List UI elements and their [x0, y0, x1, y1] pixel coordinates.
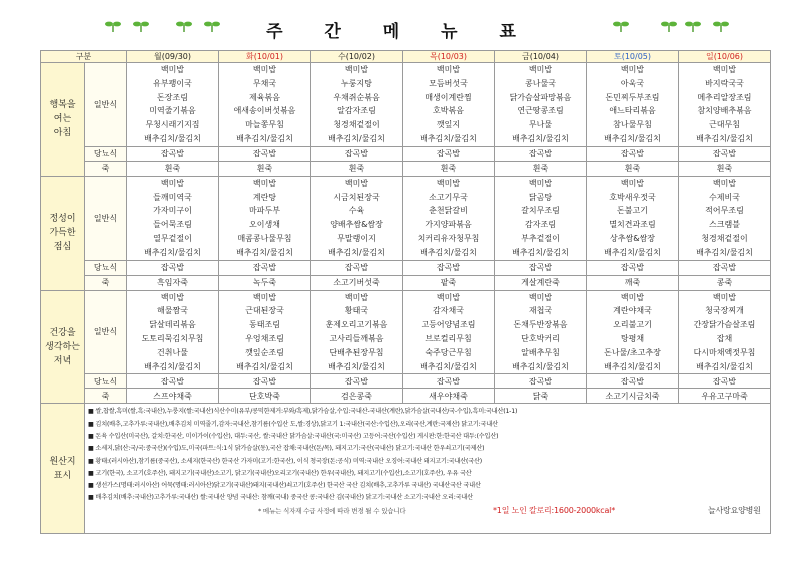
meal-general-row	[41, 63, 771, 147]
porridge-cell: 닭죽	[495, 389, 587, 404]
menu-item: 배추김치/물김치	[144, 361, 201, 371]
menu-item: 계란탕	[252, 192, 277, 202]
menu-item: 백미밥	[160, 292, 185, 302]
menu-item: 배추김치/물김치	[696, 133, 753, 143]
diabetic-cell: 잡곡밥	[495, 374, 587, 389]
porridge-cell: 흰죽	[679, 161, 771, 176]
meal-diabetic-row	[41, 146, 771, 161]
menu-cell	[403, 176, 495, 260]
diabetic-cell: 잡곡밥	[679, 146, 771, 161]
diabetic-cell: 잡곡밥	[495, 260, 587, 275]
menu-item: 들깨미역국	[153, 192, 192, 202]
menu-item: 백미밥	[344, 292, 369, 302]
diabetic-cell: 잡곡밥	[403, 374, 495, 389]
meal-diabetic-row	[41, 374, 771, 389]
diabetic-cell: 잡곡밥	[127, 374, 219, 389]
menu-item: 호박볶음	[433, 106, 464, 116]
diabetic-cell: 잡곡밥	[219, 260, 311, 275]
footer-row	[88, 505, 767, 517]
menu-item: 가지양파볶음	[425, 220, 472, 230]
menu-item: 우채쥐순볶음	[333, 92, 380, 102]
porridge-cell: 흰죽	[587, 161, 679, 176]
menu-item: 백미밥	[252, 65, 277, 74]
menu-item: 배추김치/물김치	[236, 361, 293, 371]
diabetic-cell: 잡곡밥	[219, 146, 311, 161]
sprout-icon	[712, 20, 730, 32]
menu-cell	[311, 176, 403, 260]
menu-item: 백미밥	[252, 292, 277, 302]
menu-item: 백미밥	[620, 292, 645, 302]
porridge-cell: 흰죽	[219, 161, 311, 176]
menu-item: 무채국	[252, 78, 277, 88]
menu-item: 시금치된장국	[333, 192, 380, 202]
menu-item: 양배추쌈&쌈장	[330, 220, 383, 230]
diabetic-diet-label: 당뇨식	[85, 374, 127, 389]
menu-item: 부추겉절이	[521, 233, 560, 243]
menu-item: 매콤콩나물무침	[237, 233, 292, 243]
porridge-cell: 검은콩죽	[311, 389, 403, 404]
weekly-menu-table	[40, 50, 771, 534]
menu-item: 황태국	[344, 306, 369, 316]
menu-cell	[587, 63, 679, 147]
menu-cell	[219, 63, 311, 147]
menu-item: 백미밥	[712, 178, 737, 188]
menu-item: 잡채	[716, 333, 733, 343]
menu-item: 알배추무침	[521, 347, 560, 357]
meal-section-label: 행복을 여는 아침	[41, 63, 85, 177]
origin-line: ■ 돈육 수입산(미국산), 갈치:한국산, 미이가이(수입산), 대두:국산, 쌀:국내산 닭가슴살:국내산(국:미국산) 고등어:국산(수입산) 게시판:한:한국산 대두:(수입산)	[88, 432, 499, 440]
menu-item: 단배추된장무침	[329, 347, 384, 357]
porridge-cell: 소고기시금치죽	[587, 389, 679, 404]
porridge-diet-label: 죽	[85, 161, 127, 176]
menu-item: 고사리들깨볶음	[329, 333, 384, 343]
menu-item: 고등어양념조림	[421, 320, 476, 330]
menu-item: 오이생채	[249, 220, 280, 230]
meal-porridge-row	[41, 161, 771, 176]
day-header: 목(10/03)	[403, 51, 495, 63]
title-bar	[0, 0, 800, 50]
diabetic-cell: 잡곡밥	[495, 146, 587, 161]
page-title: 주 간 메 뉴 표	[266, 22, 534, 42]
menu-item: 브로컬리무침	[425, 333, 472, 343]
menu-item: 동태조림	[249, 320, 280, 330]
menu-item: 감자채국	[433, 306, 464, 316]
day-header: 월(09/30)	[127, 51, 219, 63]
menu-item: 닭곰탕	[528, 192, 553, 202]
diabetic-cell: 잡곡밥	[311, 374, 403, 389]
day-header: 금(10/04)	[495, 51, 587, 63]
menu-item: 백미밥	[436, 65, 461, 74]
menu-item: 훈제오리고기볶음	[325, 320, 388, 330]
menu-item: 마파두부	[249, 206, 280, 216]
diabetic-cell: 잡곡밥	[587, 374, 679, 389]
menu-item: 근대무침	[709, 120, 740, 130]
general-diet-label: 일반식	[85, 290, 127, 374]
menu-item: 무말랭이지	[337, 233, 376, 243]
diabetic-diet-label: 당뇨식	[85, 260, 127, 275]
diabetic-diet-label: 당뇨식	[85, 146, 127, 161]
day-header: 일(10/06)	[679, 51, 771, 63]
menu-item: 돈나물/초고추장	[604, 347, 661, 357]
menu-item: 배추김치/물김치	[696, 361, 753, 371]
menu-item: 춘천닭갈비	[429, 206, 468, 216]
sprout-icon	[660, 20, 678, 32]
meal-porridge-row	[41, 275, 771, 290]
menu-item: 백미밥	[620, 178, 645, 188]
porridge-cell: 게살계란죽	[495, 275, 587, 290]
origin-row	[41, 404, 771, 534]
diabetic-cell: 잡곡밥	[219, 374, 311, 389]
menu-item: 오리불고기	[613, 320, 652, 330]
porridge-diet-label: 죽	[85, 275, 127, 290]
menu-item: 건취나물	[157, 347, 188, 357]
menu-item: 수육	[348, 206, 365, 216]
menu-item: 백미밥	[528, 65, 553, 74]
menu-item: 마늘쫑무침	[245, 120, 284, 130]
menu-item: 돈채두반장볶음	[513, 320, 568, 330]
menu-item: 배추김치/물김치	[420, 133, 477, 143]
porridge-cell: 깨죽	[587, 275, 679, 290]
menu-item: 재첩국	[528, 306, 553, 316]
menu-item: 백미밥	[252, 178, 277, 188]
menu-item: 백미밥	[436, 178, 461, 188]
origin-line: ■ 김치(배추,고추가루:국내산),배추김치 미역줄기,감자:국내산,참기름(수입산 도,쌀:경상),닭고기 1:국내산(국산:수입산),오리(국산,계란:국제산) 닭고기:국내산	[88, 420, 498, 428]
menu-item: 애느타리볶음	[609, 106, 656, 116]
menu-cell	[495, 176, 587, 260]
menu-item: 바지락국국	[705, 78, 744, 88]
menu-item: 스크램블	[709, 220, 740, 230]
menu-item: 백미밥	[528, 292, 553, 302]
menu-item: 치커리유자청무침	[417, 233, 480, 243]
menu-item: 무나물	[528, 120, 553, 130]
origin-line: ■ 배추김치(배추:국내산)고추가루:국내산) 쌀:국내산 양념 국내산: 참깨(국내) 중국산 콩:국내산 김(국내산) 닭고기:국내산 소고기:국내산 오리:국내산	[88, 494, 473, 502]
menu-item: 무청시래기지짐	[145, 120, 200, 130]
menu-item: 유부팽이국	[153, 78, 192, 88]
porridge-cell: 콩죽	[679, 275, 771, 290]
porridge-cell: 팥죽	[403, 275, 495, 290]
day-header: 화(10/01)	[219, 51, 311, 63]
menu-cell	[403, 63, 495, 147]
menu-item: 배추김치/물김치	[236, 247, 293, 257]
menu-item: 제육볶음	[249, 92, 280, 102]
porridge-cell: 새우야채죽	[403, 389, 495, 404]
diabetic-cell: 잡곡밥	[311, 146, 403, 161]
menu-item: 멸치견과조림	[609, 220, 656, 230]
porridge-cell: 소고기버섯죽	[311, 275, 403, 290]
day-header: 수(10/02)	[311, 51, 403, 63]
menu-item: 아욱국	[620, 78, 645, 88]
menu-item: 백미밥	[712, 65, 737, 74]
menu-item: 청국장찌개	[705, 306, 744, 316]
menu-item: 배추김치/물김치	[604, 133, 661, 143]
menu-cell	[679, 176, 771, 260]
porridge-cell: 흑임자죽	[127, 275, 219, 290]
menu-item: 간장닭가슴살조림	[693, 320, 756, 330]
menu-item: 백미밥	[620, 65, 645, 74]
menu-item: 근대된장국	[245, 306, 284, 316]
menu-cell	[219, 290, 311, 374]
menu-item: 상추쌈&쌈장	[610, 233, 655, 243]
porridge-cell: 흰죽	[495, 161, 587, 176]
menu-cell	[127, 63, 219, 147]
diabetic-cell: 잡곡밥	[587, 260, 679, 275]
diabetic-cell: 잡곡밥	[127, 146, 219, 161]
menu-cell	[495, 63, 587, 147]
menu-item: 감자조림	[525, 220, 556, 230]
menu-item: 적어무조림	[705, 206, 744, 216]
menu-item: 콩나물국	[525, 78, 556, 88]
menu-item: 깻잎순조림	[245, 347, 284, 357]
menu-item: 청경채겉절이	[333, 120, 380, 130]
menu-item: 도토리묵김치무침	[141, 333, 204, 343]
menu-change-notice: * 메뉴는 식자재 수급 사정에 따라 변경 될 수 있습니다	[258, 506, 406, 515]
menu-cell	[311, 290, 403, 374]
menu-item: 모듬버섯국	[429, 78, 468, 88]
menu-item: 배추김치/물김치	[604, 247, 661, 257]
day-header: 토(10/05)	[587, 51, 679, 63]
meal-section-label: 건강을 생각하는 저녁	[41, 290, 85, 404]
porridge-cell: 단호박죽	[219, 389, 311, 404]
menu-item: 다시마채액젓무침	[693, 347, 756, 357]
menu-item: 우엉채조림	[245, 333, 284, 343]
menu-item: 배추김치/물김치	[420, 361, 477, 371]
general-diet-label: 일반식	[85, 176, 127, 260]
menu-item: 돈불고기	[617, 206, 648, 216]
menu-item: 참나물무침	[613, 120, 652, 130]
meal-porridge-row	[41, 389, 771, 404]
origin-notes	[85, 404, 771, 534]
menu-item: 백미밥	[436, 292, 461, 302]
porridge-cell: 우유고구마죽	[679, 389, 771, 404]
menu-item: 호박새우젓국	[609, 192, 656, 202]
menu-item: 계란야채국	[613, 306, 652, 316]
diabetic-cell: 잡곡밥	[403, 146, 495, 161]
menu-item: 수제비국	[709, 192, 740, 202]
menu-cell	[679, 63, 771, 147]
menu-item: 배추김치/물김치	[328, 361, 385, 371]
menu-item: 단호박커리	[521, 333, 560, 343]
menu-cell	[587, 290, 679, 374]
menu-item: 닭가슴살파망볶음	[509, 92, 572, 102]
sprout-icon	[684, 20, 702, 32]
menu-item: 닭살데리볶음	[149, 320, 196, 330]
menu-item: 돈장조림	[157, 92, 188, 102]
meal-general-row	[41, 176, 771, 260]
header-row	[41, 51, 771, 63]
menu-item: 배추김치/물김치	[604, 361, 661, 371]
menu-cell	[127, 290, 219, 374]
sections-body	[41, 63, 771, 404]
porridge-diet-label: 죽	[85, 389, 127, 404]
menu-item: 미역줄기볶음	[149, 106, 196, 116]
facility-name: 늘사랑요양병원	[708, 505, 761, 515]
origin-line: ■ 황태:(러시아산),참기름(중국산), 소세지(한국산) 한국산 가자미(고기:한국산), 이식 청국장(돈:공식) 미역:국내산 오징어:국내산 돼지고기:국내산(국산)	[88, 457, 483, 465]
menu-cell	[219, 176, 311, 260]
menu-item: 소고기무국	[429, 192, 468, 202]
meal-diabetic-row	[41, 260, 771, 275]
menu-item: 백미밥	[160, 65, 185, 74]
menu-item: 깻잎지	[436, 120, 461, 130]
general-diet-label: 일반식	[85, 63, 127, 147]
menu-item: 열무겉절이	[153, 233, 192, 243]
menu-item: 배추김치/물김치	[144, 133, 201, 143]
menu-cell	[679, 290, 771, 374]
menu-item: 갈치무조림	[521, 206, 560, 216]
origin-line: ■ 생선가스(명태:러시아산) 어묵(명태:러시아산)닭고기(국내산)돼지(국내산)쇠고기(호주산) 한국산 국산 김치(배추,고추가루 국내산) 국내산국산 국내산	[88, 482, 481, 490]
menu-item: 숙주당근무침	[425, 347, 472, 357]
menu-item: 배추김치/물김치	[512, 133, 569, 143]
menu-item: 청경채겉절이	[701, 233, 748, 243]
menu-cell	[127, 176, 219, 260]
porridge-cell: 녹두죽	[219, 275, 311, 290]
porridge-cell: 흰죽	[403, 161, 495, 176]
menu-cell	[495, 290, 587, 374]
menu-item: 애새송이버섯볶음	[233, 106, 296, 116]
menu-item: 배추김치/물김치	[512, 247, 569, 257]
diabetic-cell: 잡곡밥	[311, 260, 403, 275]
menu-item: 백미밥	[160, 178, 185, 188]
menu-item: 메추리알장조림	[697, 92, 752, 102]
origin-label: 원산지 표시	[41, 404, 85, 534]
menu-item: 탕평채	[620, 333, 645, 343]
menu-item: 배추김치/물김치	[328, 247, 385, 257]
menu-cell	[311, 63, 403, 147]
origin-line: ■ 소세지,닭(산:국/국:중국산)(수입)도,미국(파트:식:1식 닭가슴살(동),국산 잡채:국내산(돈/목), 돼지고기:국산(국내산) 닭고기:국내산 한우쇠고기(국제산)	[88, 445, 485, 453]
porridge-cell: 흰죽	[311, 161, 403, 176]
origin-line: ■ 고기(한국), 소고기(호주산), 돼지고기(국내산)소고기, 닭고기(국내산)오리고기(국내산) 한우(국내산), 돼지고기(수입산),소고기(호주산), 우유 국산	[88, 469, 472, 477]
origin-line: ■ 쌀,찹쌀,흑미(쌀,흑:국내산),누룽지(쌀:국내산)식산수미(유부/콩믹한제거:부와/흑제),닭가슴살,수입:국내산-국내산(계란),닭가슴살(국내산/국-수입),흑미:국내산(1-1)	[88, 408, 518, 416]
diabetic-cell: 잡곡밥	[679, 260, 771, 275]
gubun-header: 구분	[41, 51, 127, 63]
calorie-notice: *1일 노인 칼로리:1600-2000kcal*	[493, 505, 616, 515]
menu-item: 누룽지탕	[341, 78, 372, 88]
diabetic-cell: 잡곡밥	[127, 260, 219, 275]
menu-item: 알감자조림	[337, 106, 376, 116]
menu-item: 배추김치/물김치	[144, 247, 201, 257]
menu-item: 백미밥	[528, 178, 553, 188]
menu-item: 연근땅콩조림	[517, 106, 564, 116]
meal-section-label: 정성이 가득한 점심	[41, 176, 85, 290]
menu-item: 백미밥	[712, 292, 737, 302]
menu-item: 들어묵조림	[153, 220, 192, 230]
menu-item: 배추김치/물김치	[236, 133, 293, 143]
sprout-icon	[612, 20, 630, 32]
menu-item: 배추김치/물김치	[696, 247, 753, 257]
menu-item: 해물짬국	[157, 306, 188, 316]
diabetic-cell: 잡곡밥	[403, 260, 495, 275]
menu-item: 백미밥	[344, 65, 369, 74]
diabetic-cell: 잡곡밥	[587, 146, 679, 161]
menu-item: 매생이계란찜	[425, 92, 472, 102]
menu-item: 배추김치/물김치	[328, 133, 385, 143]
menu-cell	[403, 290, 495, 374]
menu-item: 가자미구이	[153, 206, 192, 216]
meal-general-row	[41, 290, 771, 374]
menu-item: 백미밥	[344, 178, 369, 188]
diabetic-cell: 잡곡밥	[679, 374, 771, 389]
menu-cell	[587, 176, 679, 260]
menu-item: 참치양배추볶음	[697, 106, 752, 116]
menu-item: 배추김치/물김치	[420, 247, 477, 257]
porridge-cell: 흰죽	[127, 161, 219, 176]
menu-item: 배추김치/물김치	[512, 361, 569, 371]
porridge-cell: 스프야채죽	[127, 389, 219, 404]
menu-item: 돈민찌두부조림	[605, 92, 660, 102]
